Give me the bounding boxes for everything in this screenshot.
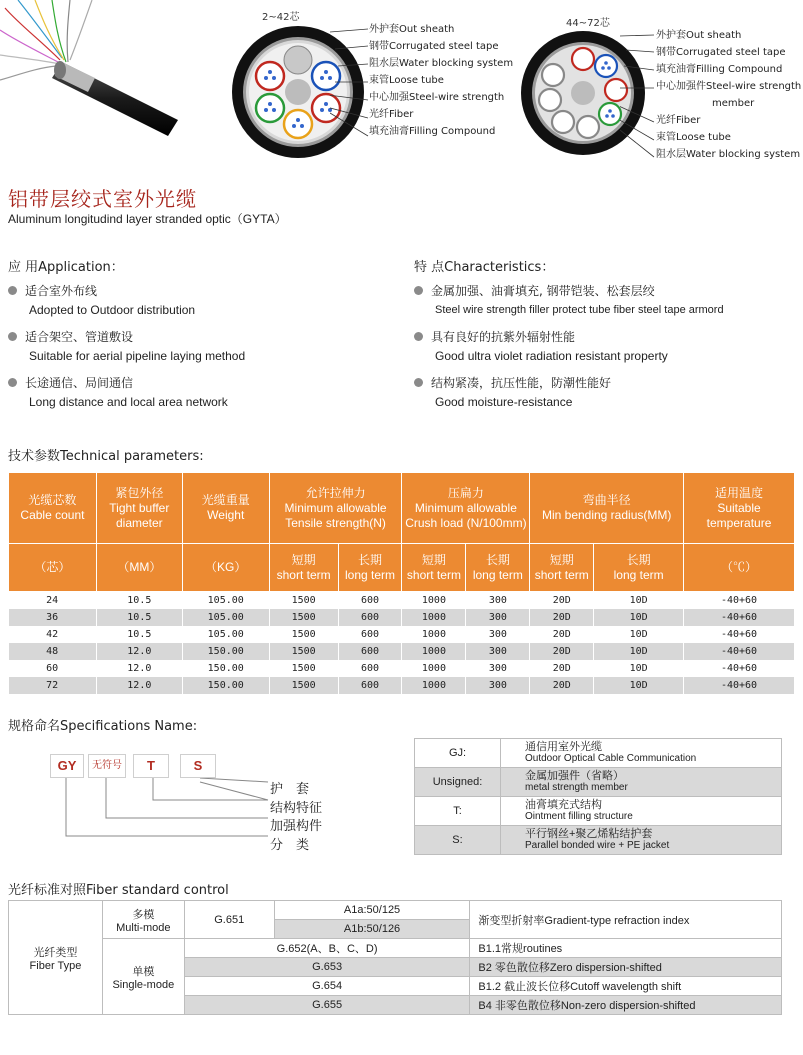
table-cell: 10D bbox=[594, 592, 684, 609]
table-cell: 150.00 bbox=[182, 643, 269, 660]
spec-key: Unsigned: bbox=[415, 768, 501, 797]
table-cell: 12.0 bbox=[96, 643, 182, 660]
long-term: 长期 long term bbox=[594, 544, 684, 592]
callout-label: 填充油膏Filling Compound bbox=[656, 64, 783, 75]
application-item bbox=[8, 373, 398, 391]
std-cell: G.653 bbox=[184, 958, 470, 977]
bullet-dot bbox=[414, 332, 423, 341]
bullet-dot bbox=[8, 286, 17, 295]
table-cell: 20D bbox=[530, 626, 594, 643]
diagram1-title: 2~42芯 bbox=[262, 12, 300, 23]
table-cell: 1500 bbox=[269, 592, 338, 609]
callout-label: 钢带Corrugated steel tape bbox=[656, 47, 786, 58]
header-temperature: 适用温度 Suitable temperature bbox=[684, 473, 795, 544]
single-mode-cell: 单模 Single-mode bbox=[102, 939, 184, 1015]
callout-label: 束管Loose tube bbox=[656, 132, 731, 143]
item-en: Long distance and local area network bbox=[29, 395, 228, 409]
desc-cell: B1.2 截止波长位移Cutoff wavelength shift bbox=[470, 977, 782, 996]
table-cell: 10D bbox=[594, 626, 684, 643]
item-cn: 金属加强、油膏填充, 钢带铠装、松套层绞 bbox=[431, 283, 655, 298]
table-cell: 24 bbox=[9, 592, 97, 609]
table-cell: 20D bbox=[530, 660, 594, 677]
spec-value: 金属加强件（省略） metal strength member bbox=[501, 768, 782, 797]
table-cell: 20D bbox=[530, 592, 594, 609]
table-cell: 300 bbox=[466, 626, 530, 643]
bullet-dot bbox=[8, 332, 17, 341]
spec-label: 护 套 bbox=[270, 782, 310, 797]
table-cell: 300 bbox=[466, 677, 530, 694]
table-row bbox=[9, 626, 795, 643]
table-cell: 1500 bbox=[269, 609, 338, 626]
table-cell: 20D bbox=[530, 643, 594, 660]
callout-label: member bbox=[712, 98, 755, 109]
table-cell: 105.00 bbox=[182, 592, 269, 609]
table-cell: 300 bbox=[466, 609, 530, 626]
spec-label: 加强构件 bbox=[270, 819, 323, 834]
spec-table bbox=[414, 738, 782, 855]
header-cable-count: 光缆芯数 Cable count bbox=[9, 473, 97, 544]
item-en: Good moisture-resistance bbox=[435, 395, 573, 409]
table-cell: -40+60 bbox=[684, 592, 795, 609]
spec-heading: 规格命名Specifications Name: bbox=[8, 719, 198, 734]
cable-photo bbox=[0, 0, 190, 140]
table-cell: 105.00 bbox=[182, 626, 269, 643]
characteristics-heading: 特 点Characteristics： bbox=[414, 260, 555, 275]
table-cell: 36 bbox=[9, 609, 97, 626]
table-cell: 48 bbox=[9, 643, 97, 660]
product-subtitle: Aluminum longitudind layer stranded optic（GYTA） bbox=[8, 212, 287, 226]
code-s: S bbox=[180, 754, 216, 778]
diagram1-callouts bbox=[369, 21, 513, 140]
table-cell: 10.5 bbox=[96, 626, 182, 643]
table-cell: 600 bbox=[338, 660, 402, 677]
item-cn: 适合架空、管道敷设 bbox=[25, 329, 134, 344]
callout-label: 外护套Out sheath bbox=[369, 24, 455, 35]
table-cell: -40+60 bbox=[684, 626, 795, 643]
tech-table-body bbox=[9, 592, 795, 694]
table-row bbox=[9, 660, 795, 677]
table-cell: 1000 bbox=[402, 609, 466, 626]
callout-label: 束管Loose tube bbox=[369, 75, 444, 86]
callout-label: 填充油膏Filling Compound bbox=[369, 126, 496, 137]
unit-kg: （KG） bbox=[182, 544, 269, 592]
table-cell: -40+60 bbox=[684, 609, 795, 626]
table-cell: 300 bbox=[466, 643, 530, 660]
table-cell: 10.5 bbox=[96, 592, 182, 609]
header-tensile: 允许拉伸力 Minimum allowable Tensile strength(N) bbox=[269, 473, 402, 544]
diagram2-title: 44~72芯 bbox=[566, 18, 610, 29]
callout-label: 阻水层Water blocking system bbox=[369, 58, 514, 69]
diagram2-callouts bbox=[656, 27, 801, 163]
fiber-type-cell: 光纤类型 Fiber Type bbox=[9, 901, 103, 1015]
callout-label: 光纤Fiber bbox=[369, 109, 414, 120]
header-weight: 光缆重量 Weight bbox=[182, 473, 269, 544]
table-row bbox=[9, 609, 795, 626]
item-cn: 结构紧凑，抗压性能，防潮性能好 bbox=[431, 375, 612, 390]
table-row bbox=[9, 592, 795, 609]
spec-label: 结构特征 bbox=[270, 800, 323, 816]
diagram2-leader-lines bbox=[620, 30, 656, 160]
table-row bbox=[9, 677, 795, 694]
callout-label: 钢带Corrugated steel tape bbox=[369, 41, 499, 52]
multi-mode-cell: 多模 Multi-mode bbox=[102, 901, 184, 939]
table-cell: 1000 bbox=[402, 677, 466, 694]
callout-label: 中心加强Steel-wire strength bbox=[369, 92, 505, 103]
item-en: Suitable for aerial pipeline laying method bbox=[29, 349, 246, 363]
std-cell: G.652(A、B、C、D) bbox=[184, 939, 470, 958]
table-cell: 600 bbox=[338, 609, 402, 626]
spec-connector-lines bbox=[60, 778, 275, 842]
spec-key: S: bbox=[415, 826, 501, 855]
table-cell: -40+60 bbox=[684, 643, 795, 660]
table-cell: 10.5 bbox=[96, 609, 182, 626]
table-cell: 600 bbox=[338, 643, 402, 660]
long-term: 长期 long term bbox=[466, 544, 530, 592]
header-crush: 压扁力 Minimum allowable Crush load (N/100mm) bbox=[402, 473, 530, 544]
spec-value: 通信用室外光缆 Outdoor Optical Cable Communication bbox=[501, 739, 782, 768]
table-cell: 1000 bbox=[402, 660, 466, 677]
fiber-table bbox=[8, 900, 782, 1015]
characteristic-item bbox=[414, 373, 803, 391]
table-cell: 10D bbox=[594, 643, 684, 660]
table-cell: 105.00 bbox=[182, 609, 269, 626]
a1a-cell: A1a:50/125 bbox=[274, 901, 470, 920]
spec-labels bbox=[270, 781, 322, 855]
table-row bbox=[9, 643, 795, 660]
table-cell: 20D bbox=[530, 677, 594, 694]
characteristics-section bbox=[414, 256, 803, 419]
product-title: 铝带层绞式室外光缆 bbox=[8, 187, 197, 211]
table-cell: 1500 bbox=[269, 660, 338, 677]
item-cn: 长途通信、局间通信 bbox=[25, 375, 134, 390]
item-en: Good ultra violet radiation resistant property bbox=[435, 349, 668, 363]
table-cell: 12.0 bbox=[96, 677, 182, 694]
short-term: 短期 short term bbox=[530, 544, 594, 592]
a1b-cell: A1b:50/126 bbox=[274, 920, 470, 939]
long-term: 长期 long term bbox=[338, 544, 402, 592]
table-cell: 72 bbox=[9, 677, 97, 694]
code-t: T bbox=[133, 754, 169, 778]
table-cell: 1500 bbox=[269, 677, 338, 694]
diagram1-leader-lines bbox=[330, 24, 370, 154]
std-cell: G.654 bbox=[184, 977, 470, 996]
spec-value: 油膏填充式结构 Ointment filling structure bbox=[501, 797, 782, 826]
header-bending: 弯曲半径 Min bending radius(MM) bbox=[530, 473, 684, 544]
table-cell: 600 bbox=[338, 626, 402, 643]
item-cn: 具有良好的抗紫外辐射性能 bbox=[431, 329, 576, 344]
table-cell: 600 bbox=[338, 592, 402, 609]
callout-label: 阻水层Water blocking system bbox=[656, 149, 801, 160]
unit-cores: （芯） bbox=[9, 544, 97, 592]
table-cell: 1000 bbox=[402, 643, 466, 660]
code-gy: GY bbox=[50, 754, 84, 778]
code-unsigned: 无符号 bbox=[88, 754, 126, 778]
application-item bbox=[8, 281, 398, 299]
application-heading: 应 用Application： bbox=[8, 260, 124, 275]
table-cell: 1500 bbox=[269, 626, 338, 643]
tech-table bbox=[8, 472, 795, 694]
characteristic-item bbox=[414, 281, 803, 299]
unit-celsius: （℃） bbox=[684, 544, 795, 592]
table-cell: 1000 bbox=[402, 626, 466, 643]
table-cell: 150.00 bbox=[182, 660, 269, 677]
short-term: 短期 short term bbox=[269, 544, 338, 592]
table-cell: 10D bbox=[594, 660, 684, 677]
desc-cell: B4 非零色散位移Non-zero dispersion-shifted bbox=[470, 996, 782, 1015]
callout-label: 外护套Out sheath bbox=[656, 30, 742, 41]
unit-mm: （MM） bbox=[96, 544, 182, 592]
header-buffer-diameter: 紧包外径 Tight buffer diameter bbox=[96, 473, 182, 544]
characteristic-item bbox=[414, 327, 803, 345]
g651-cell: G.651 bbox=[184, 901, 274, 939]
item-en: Steel wire strength filler protect tube fiber steel tape armord bbox=[435, 304, 724, 316]
callout-label: 光纤Fiber bbox=[656, 115, 701, 126]
item-cn: 适合室外布线 bbox=[25, 283, 98, 298]
application-section bbox=[8, 256, 398, 419]
table-cell: 10D bbox=[594, 609, 684, 626]
spec-label: 分 类 bbox=[270, 837, 310, 853]
table-cell: 150.00 bbox=[182, 677, 269, 694]
callout-label: 中心加强件Steel-wire strength bbox=[656, 81, 802, 92]
table-cell: 300 bbox=[466, 660, 530, 677]
table-cell: 10D bbox=[594, 677, 684, 694]
fiber-heading: 光纤标准对照Fiber standard control bbox=[8, 883, 229, 898]
table-cell: 20D bbox=[530, 609, 594, 626]
table-cell: 600 bbox=[338, 677, 402, 694]
tech-heading: 技术参数Technical parameters: bbox=[8, 449, 204, 464]
table-cell: 1000 bbox=[402, 592, 466, 609]
application-item bbox=[8, 327, 398, 345]
table-cell: 300 bbox=[466, 592, 530, 609]
std-cell: G.655 bbox=[184, 996, 470, 1015]
desc-cell: B2 零色散位移Zero dispersion-shifted bbox=[470, 958, 782, 977]
spec-key: GJ: bbox=[415, 739, 501, 768]
table-cell: -40+60 bbox=[684, 660, 795, 677]
desc-cell: B1.1常规routines bbox=[470, 939, 782, 958]
short-term: 短期 short term bbox=[402, 544, 466, 592]
table-cell: 42 bbox=[9, 626, 97, 643]
table-cell: 60 bbox=[9, 660, 97, 677]
table-cell: -40+60 bbox=[684, 677, 795, 694]
spec-key: T: bbox=[415, 797, 501, 826]
table-cell: 1500 bbox=[269, 643, 338, 660]
table-cell: 12.0 bbox=[96, 660, 182, 677]
bullet-dot bbox=[414, 286, 423, 295]
spec-value: 平行钢丝+聚乙烯粘结护套 Parallel bonded wire + PE jacket bbox=[501, 826, 782, 855]
bullet-dot bbox=[8, 378, 17, 387]
gradient-cell: 渐变型折射率Gradient-type refraction index bbox=[470, 901, 782, 939]
item-en: Adopted to Outdoor distribution bbox=[29, 303, 196, 317]
bullet-dot bbox=[414, 378, 423, 387]
